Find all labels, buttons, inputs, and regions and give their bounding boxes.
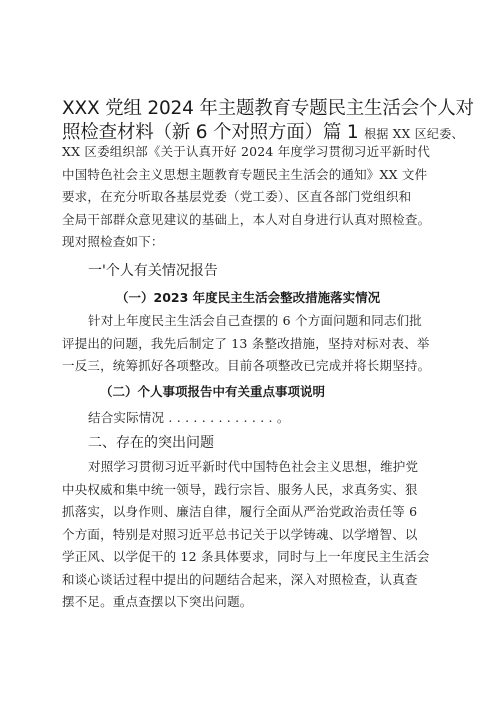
paragraph-line: 针对上年度民主生活会自己查摆的 6 个方面问题和同志们批: [88, 313, 423, 328]
intro-line: 要求，在充分听取各基层党委（党工委）、区直各部门党组织和: [62, 189, 412, 204]
intro-line: XX 区委组织部《关于认真开好 2024 年度学习贯彻习近平新时代: [62, 144, 431, 159]
paragraph-line: 摆不足。重点查摆以下突出问题。: [62, 594, 253, 609]
paragraph-line: 对照学习贯彻习近平新时代中国特色社会主义思想，维护党: [88, 459, 419, 474]
intro-paragraph: [62, 141, 430, 254]
section-2-paragraph: [62, 456, 430, 614]
paragraph-line: 抓落实，以身作则、廉洁自律，履行全面从严治党政治责任等 6: [62, 504, 418, 519]
intro-line: 中国特色社会主义思想主题教育专题民主生活会的通知》XX 文件: [62, 166, 428, 182]
title-line-1: XXX 党组 2024 年主题教育专题民主生活会个人对: [62, 98, 474, 119]
paragraph-line: 评提出的问题，我先后制定了 13 条整改措施，坚持对标对表、举: [62, 335, 430, 351]
paragraph-line: 中央权威和集中统一领导，践行宗旨、服务人民，求真务实、狠: [62, 481, 418, 497]
paragraph-line: 个方面，特别是对照习近平总书记关于以学铸魂、以学增智、以: [62, 526, 418, 542]
document-title: [62, 97, 474, 146]
section-1-heading: 一'个人有关情况报告: [88, 263, 218, 279]
title-line-2-text: 照检查材料（新 6 个对照方面）篇 1: [62, 122, 359, 143]
paragraph-line: 和谈心谈话过程中提出的问题结合起来，深入对照检查，认真查: [62, 571, 418, 587]
section-2-heading: 二、存在的突出问题: [88, 435, 214, 451]
paragraph-line: 结合实际情况 . . . . . . . . . . . . . 。: [88, 410, 290, 425]
paragraph-line: 一反三，统筹抓好各项整改。目前各项整改已完成并将长期坚持。: [62, 358, 431, 373]
section-1-1-paragraph: [62, 310, 431, 378]
section-1-2-heading: （二）个人事项报告中有关重点事项说明: [100, 384, 326, 399]
intro-lead: 根据 XX 区纪委、: [364, 127, 464, 141]
paragraph-line: 学正风、以学促干的 12 条具体要求，同时与上一年度民主生活会: [62, 549, 430, 564]
section-1-1-heading: （一）2023 年度民主生活会整改措施落实情况: [116, 290, 381, 305]
intro-line: 现对照检查如下：: [62, 234, 164, 249]
section-1-2-paragraph: [88, 407, 290, 430]
intro-line: 全局干部群众意见建议的基础上，本人对自身进行认真对照检查。: [62, 211, 431, 227]
